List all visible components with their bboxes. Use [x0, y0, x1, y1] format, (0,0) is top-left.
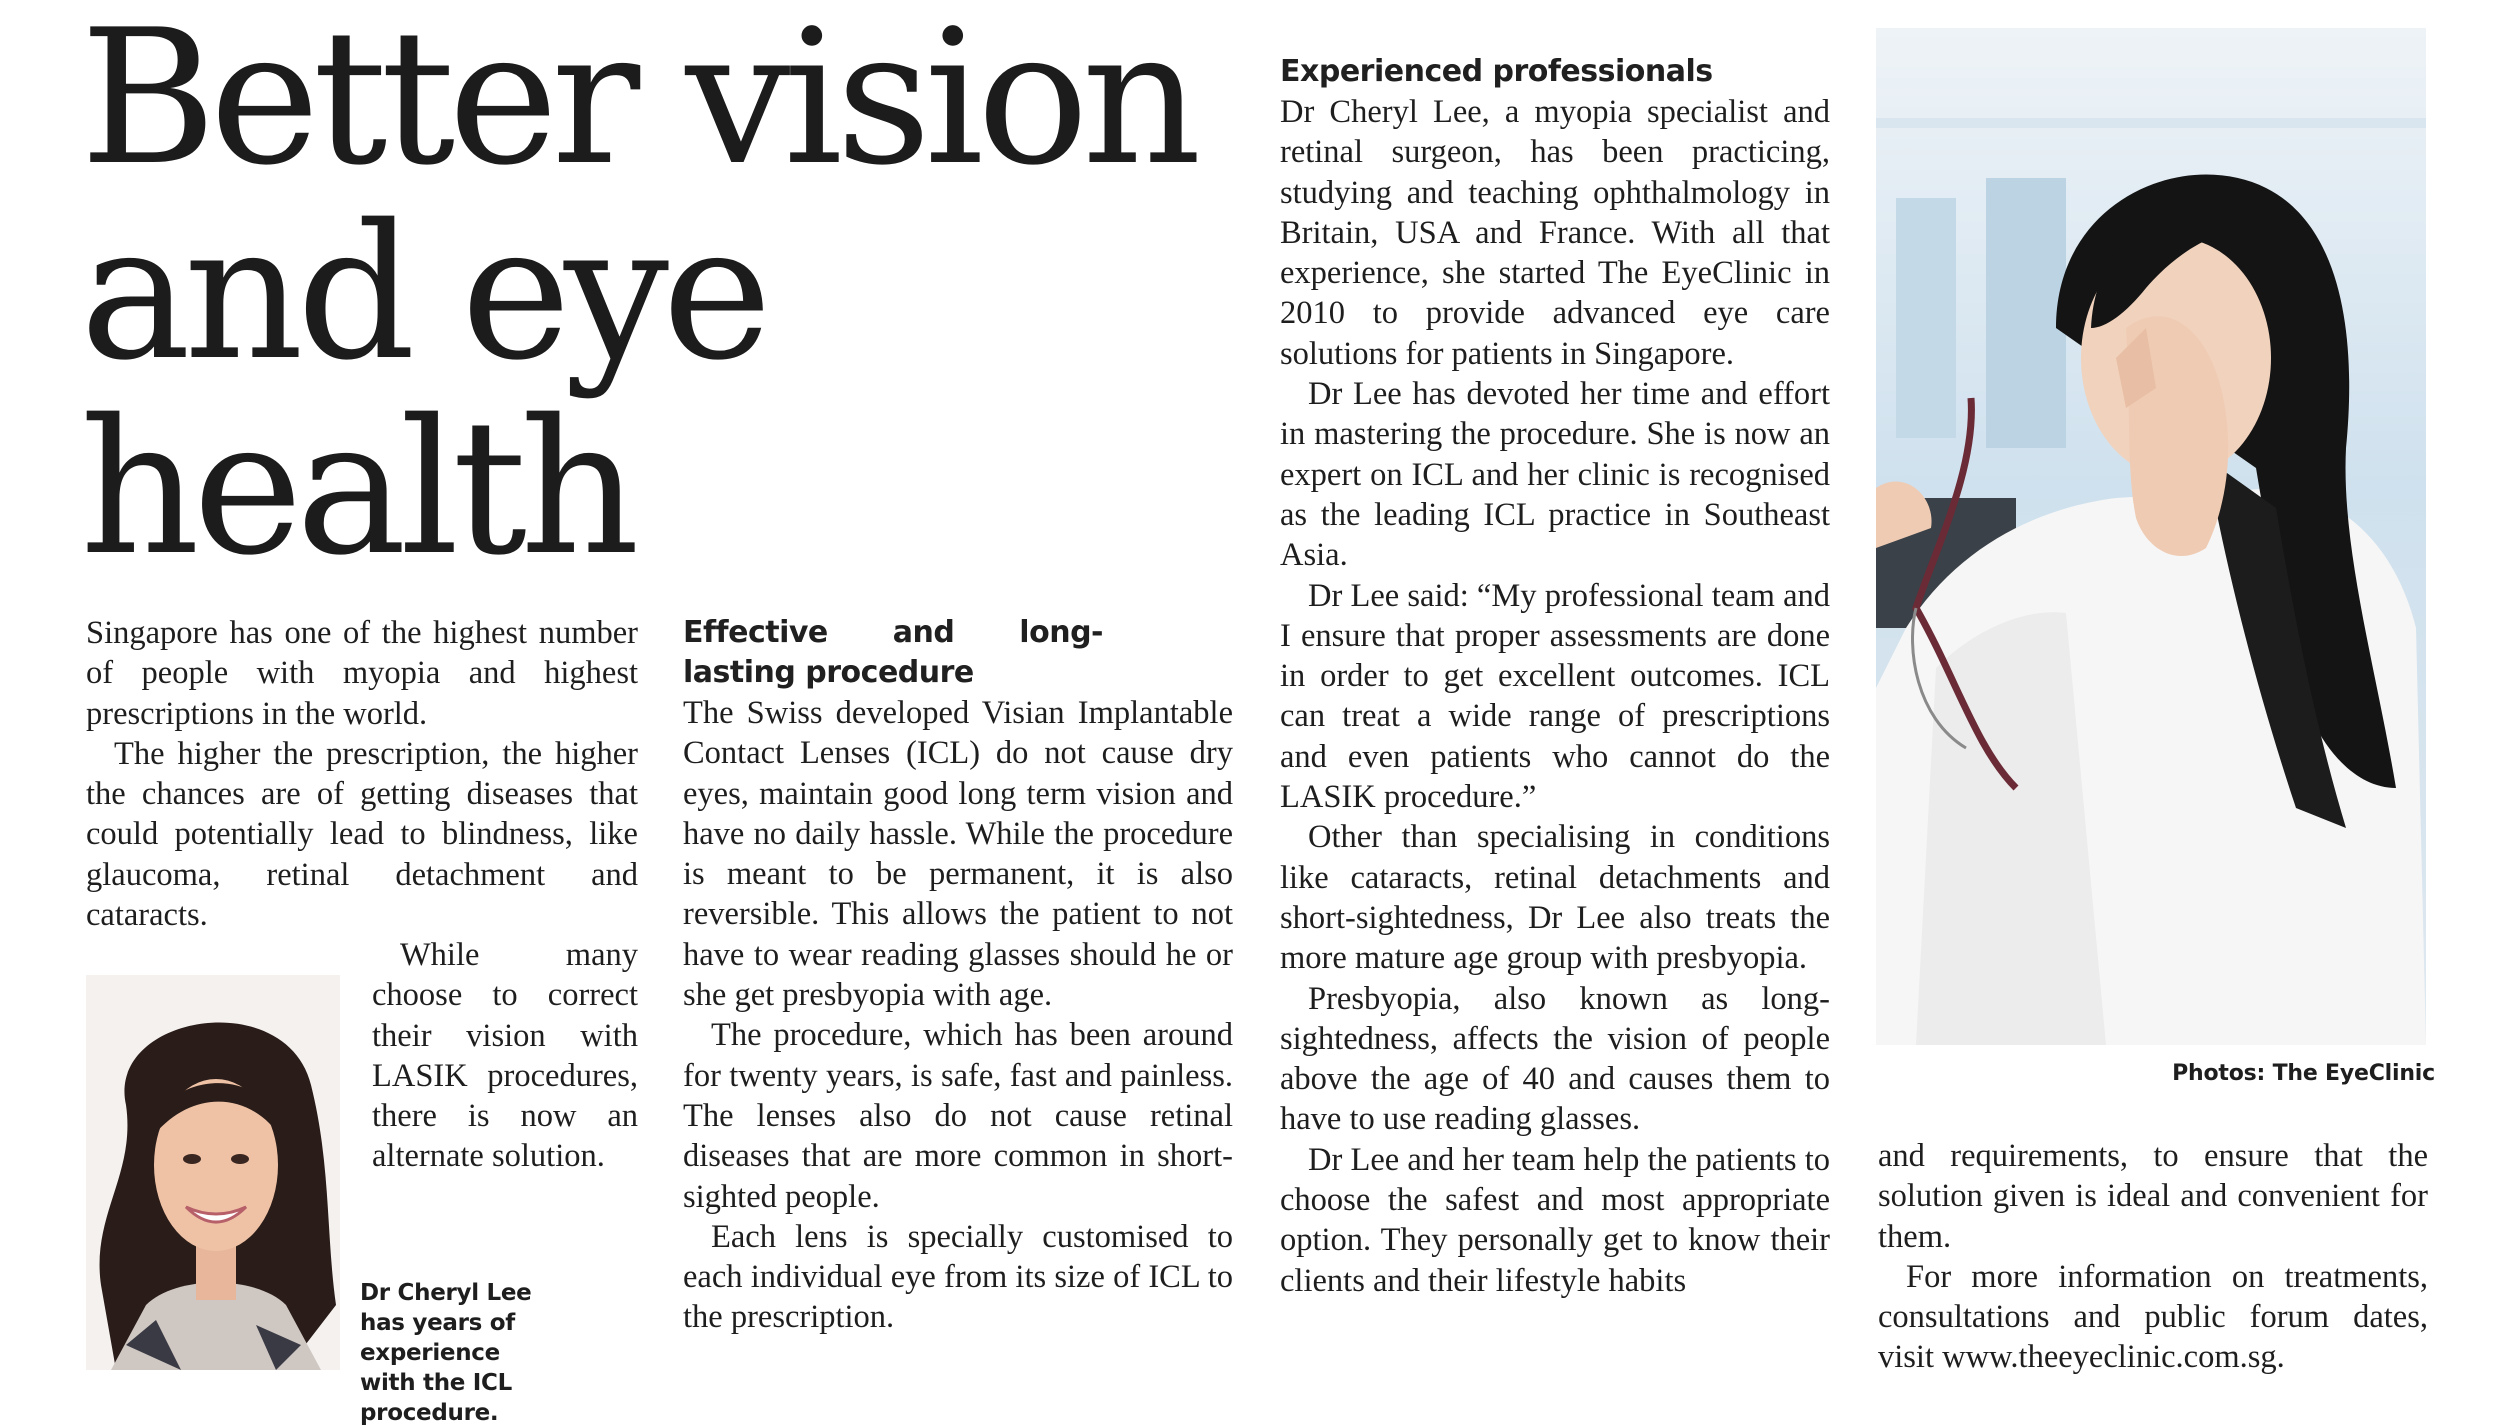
column-3: [1280, 52, 1830, 1301]
doctor-portrait-photo: [86, 975, 340, 1370]
woman-with-eye-strain-photo: [1876, 28, 2426, 1045]
photo-caption: [360, 1278, 650, 1428]
column-1-wrap-text: [372, 935, 638, 1177]
paragraph: Dr Lee has devoted her time and effort in mastering the procedure. She is now an expert on ICL and her clinic is recognised as the leading ICL practice in Southeast Asia.: [1280, 376, 1830, 574]
column-4: [1878, 1136, 2428, 1378]
headline: [80, 0, 1260, 596]
paragraph: The procedure, which has been around for twenty years, is safe, fast and painless. The lenses also do not cause retinal diseases that are more common in short-sighted people.: [683, 1017, 1233, 1215]
caption-line: with the ICL procedure.: [360, 1370, 512, 1426]
paragraph: While many choose to correct their vision with LASIK procedures, there is now an alternate solution.: [372, 937, 638, 1175]
paragraph: The higher the prescription, the higher the chances are of getting diseases that could potentially lead to blindness, like glaucoma, retinal detachment and cataracts.: [86, 735, 638, 934]
paragraph: Dr Lee said: “My professional team and I ensure that proper assessments are done in order to get excellent outcomes. ICL can treat a wide range of prescriptions and even patients who cannot do the LASIK procedure.”: [1280, 577, 1830, 816]
column-1-intro: [86, 613, 638, 935]
headline-line-2: and eye health: [80, 184, 766, 596]
caption-line: has years of experience: [360, 1310, 515, 1366]
paragraph: Singapore has one of the highest number of people with myopia and highest prescriptions in the world.: [86, 615, 638, 732]
paragraph: Presbyopia, also known as long-sightedness, affects the vision of people above the age of 40 and causes them to have to use reading glasses.: [1280, 980, 1830, 1138]
photo-credit: Photos: The EyeClinic: [2172, 1061, 2435, 1086]
section-heading: Experienced professionals: [1280, 54, 1713, 89]
paragraph: The Swiss developed Visian Implantable Contact Lenses (ICL) do not cause dry eyes, maintain good long term vision and have no daily hassle. While the procedure is meant to be permanent, it is also reversible. This allows the patient to not have to wear reading glasses should he or she get presbyopia with age.: [683, 695, 1233, 1014]
section-heading: Effective and long-lasting procedure: [683, 615, 1103, 690]
column-2: [683, 613, 1233, 1338]
paragraph: Each lens is specially customised to each individual eye from its size of ICL to the prescription.: [683, 1218, 1233, 1336]
headline-line-1: Better vision: [80, 0, 1195, 206]
caption-name: Dr Cheryl Lee: [360, 1280, 532, 1306]
paragraph: and requirements, to ensure that the solution given is ideal and convenient for them.: [1878, 1138, 2428, 1255]
paragraph: For more information on treatments, consultations and public forum dates, visit www.theeyeclinic.com.sg.: [1878, 1258, 2428, 1376]
paragraph: Dr Cheryl Lee, a myopia specialist and retinal surgeon, has been practicing, studying and teaching ophthalmology in Britain, USA and France. With all that experience, she started The EyeClinic in 2010 to provide advanced eye care solutions for patients in Singapore.: [1280, 94, 1830, 372]
paragraph: Dr Lee and her team help the patients to choose the safest and most appropriate option. They personally get to know their clients and their lifestyle habits: [1280, 1141, 1830, 1299]
paragraph: Other than specialising in conditions like cataracts, retinal detachments and short-sightedness, Dr Lee also treats the more mature age group with presbyopia.: [1280, 819, 1830, 977]
